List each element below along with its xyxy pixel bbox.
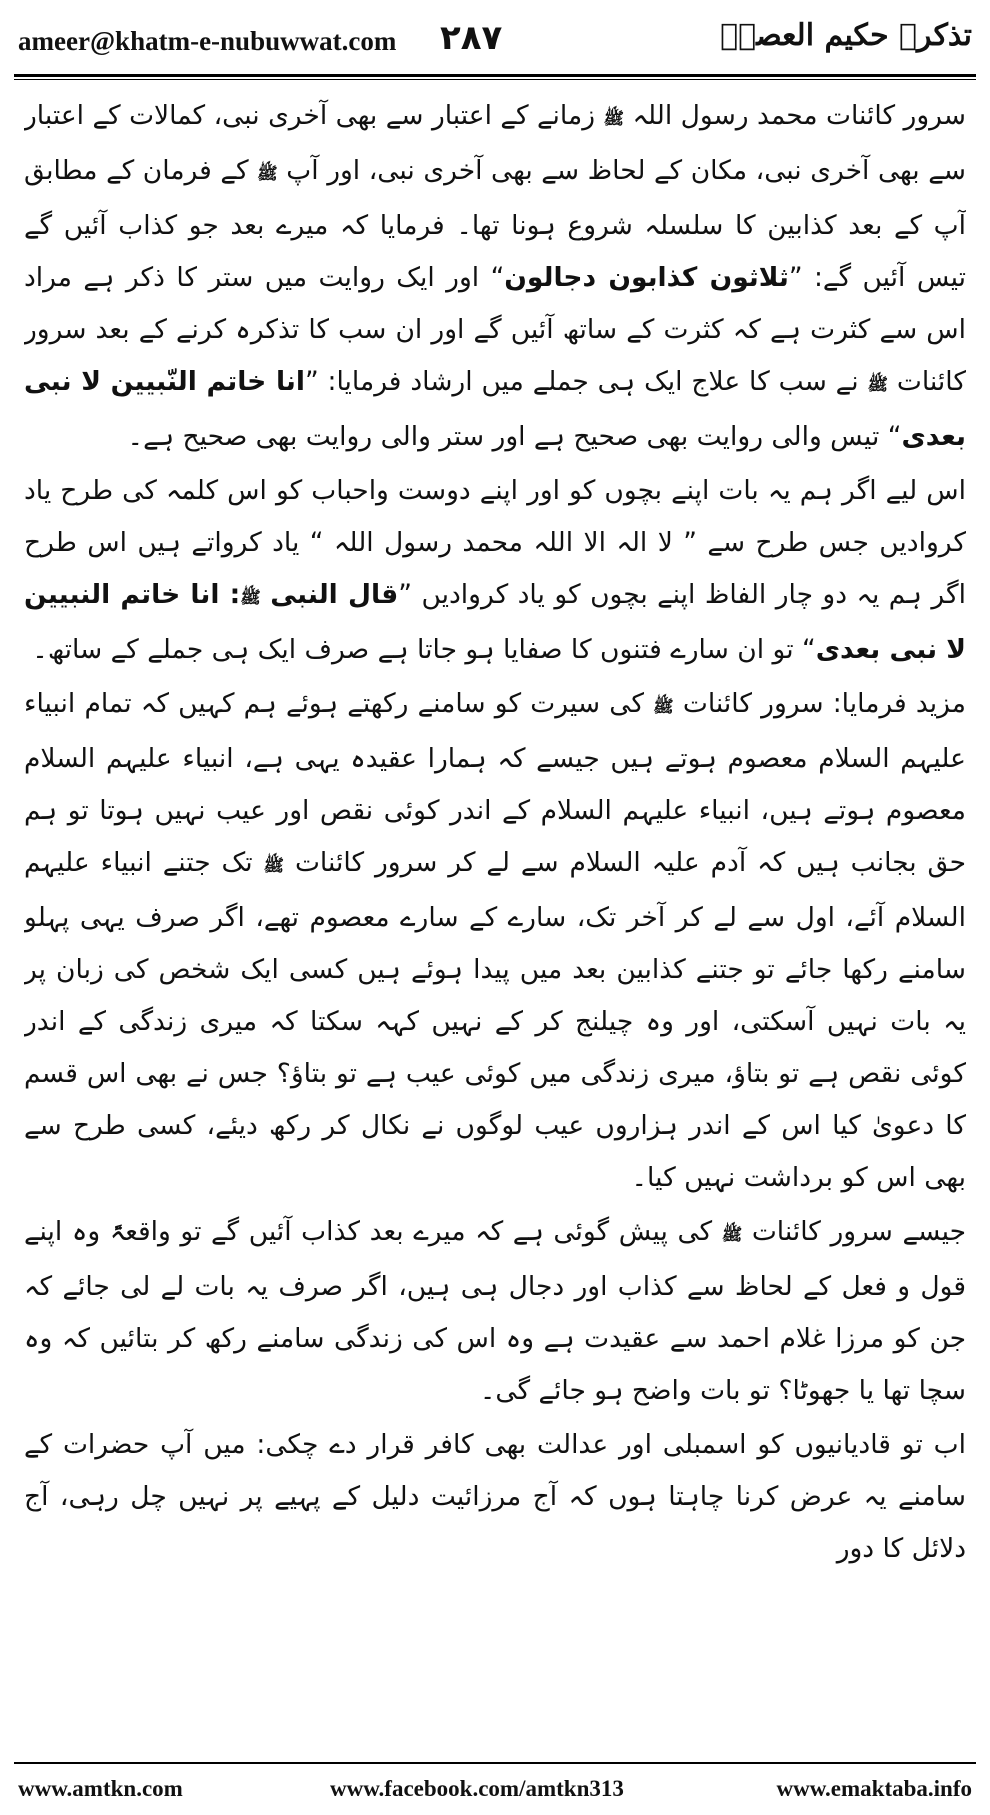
text-run: جیسے سرور کائنات bbox=[751, 1216, 966, 1247]
salutation-glyph: ﷺ bbox=[240, 588, 261, 608]
salutation-glyph: ﷺ bbox=[721, 1225, 743, 1245]
salutation-glyph: ﷺ bbox=[603, 109, 624, 129]
text-run: نے سب کا علاج ایک ہی جملے میں ارشاد فرمایا: ” bbox=[304, 366, 859, 397]
text-run: “ تو ان سارے فتنوں کا صفایا ہو جاتا ہے صرف ایک ہی جملے کے ساتھ۔ bbox=[32, 634, 816, 665]
footer-link-amtkn[interactable]: www.amtkn.com bbox=[18, 1776, 183, 1801]
page-number: ۲۸۷ bbox=[440, 18, 503, 58]
text-run: کی سیرت کو سامنے رکھتے ہوئے ہم کہیں کہ تمام انبیاء علیہم السلام معصوم ہوتے ہیں جیسے کہ ہمارا عقیدہ یہی ہے، انبیاء علیہم السلام معصوم ہوتے ہیں، انبیاء علیہم السلام کے اندر کوئی نقص اور عیب نہیں ہوتا تو ہم حق بجانب ہیں کہ آدم علیہ السلام سے لے کر سرور کائنات bbox=[24, 688, 966, 878]
book-title: تذکرہ حکیم العصرؒ bbox=[720, 18, 972, 53]
arabic-quote: : انا خاتم النبیین لا نبی بعدی bbox=[24, 579, 966, 665]
arabic-quote: انا خاتم النّبیین لا نبی بعدی bbox=[24, 366, 966, 452]
text-run: سرور کائنات محمد رسول اللہ bbox=[632, 100, 966, 131]
footer-link-emaktaba[interactable]: www.emaktaba.info bbox=[776, 1776, 972, 1801]
arabic-quote: ثلاثون کذابون دجالون bbox=[504, 262, 789, 293]
paragraph-5 bbox=[24, 1419, 966, 1575]
paragraph-3 bbox=[24, 678, 966, 1204]
text-run: تک جتنے انبیاء علیہم السلام آئے، اول سے لے کر آخر تک، سارے کے سارے معصوم تھے، اگر صرف یہی پہلو سامنے رکھا جائے تو جتنے کذابین بعد میں پیدا ہوئے ہیں کسی ایک شخص کی زبان پر یہ بات نہیں آسکتی، اور وہ چیلنج کر کے نہیں کہہ سکتا کہ میری زندگی کے اندر کوئی نقص ہے تو بتاؤ، میری زندگی میں کوئی عیب ہے تو بتاؤ؟ جس نے بھی اس قسم کا دعویٰ کیا اس کے اندر ہزاروں عیب لوگوں نے نکال کر رکھ دیئے، کسی طرح سے بھی اس کو برداشت نہیں کیا۔ bbox=[24, 847, 966, 1193]
text-run: مزید فرمایا: سرور کائنات bbox=[682, 688, 966, 719]
salutation-glyph: ﷺ bbox=[653, 697, 674, 717]
salutation-glyph: ﷺ bbox=[257, 164, 278, 184]
text-run: اب تو قادیانیوں کو اسمبلی اور عدالت بھی کافر قرار دے چکی: میں آپ حضرات کے سامنے یہ عرض کرنا چاہتا ہوں کہ آج مرزائیت دلیل کے پہیے پر نہیں چل رہی، آج دلائل کا دور bbox=[24, 1429, 966, 1564]
text-run: “ اور ایک روایت میں ستر کا ذکر ہے مراد اس سے کثرت ہے کہ کثرت کے ساتھ آئیں گے اور ان سب کا تذکرہ کرنے کے بعد سرور کائنات bbox=[24, 262, 966, 397]
footer-link-facebook[interactable]: www.facebook.com/amtkn313 bbox=[330, 1776, 624, 1801]
page-body bbox=[24, 90, 966, 1745]
header-rule bbox=[14, 74, 976, 77]
salutation-glyph: ﷺ bbox=[867, 375, 888, 395]
page-header bbox=[0, 0, 990, 78]
paragraph-2 bbox=[24, 465, 966, 676]
text-run: کی پیش گوئی ہے کہ میرے بعد کذاب آئیں گے تو واقعۃً وہ اپنے قول و فعل کے لحاظ سے کذاب اور دجال ہی ہیں، اگر صرف یہ بات لے لی جائے کہ جن کو مرزا غلام احمد سے عقیدت ہے وہ اس کی زندگی سامنے رکھ کر بتائیں کہ وہ سچا تھا یا جھوٹا؟ تو بات واضح ہو جائے گی۔ bbox=[24, 1216, 966, 1406]
text-run: “ تیس والی روایت بھی صحیح ہے اور ستر والی روایت بھی صحیح ہے۔ bbox=[127, 421, 902, 452]
footer-rule bbox=[14, 1762, 976, 1764]
arabic-quote: قال النبی bbox=[270, 579, 399, 610]
text-run: اس لیے اگر ہم یہ بات اپنے بچوں کو اور اپنے دوست واحباب کو اس کلمہ کی طرح یاد کروادیں جس طرح سے ” لا الہ الا اللہ محمد رسول اللہ “ یاد کرواتے ہیں اس طرح اگر ہم یہ دو چار الفاظ اپنے بچوں کو یاد کروادیں ” bbox=[24, 475, 966, 610]
paragraph-1 bbox=[24, 90, 966, 463]
paragraph-4 bbox=[24, 1206, 966, 1417]
header-rule-thin bbox=[14, 79, 976, 80]
text-run: کے فرمان کے مطابق آپ کے بعد کذابین کا سلسلہ شروع ہونا تھا۔ فرمایا کہ میرے بعد جو کذاب آئیں گے تیس آئیں گے: ” bbox=[24, 155, 966, 293]
page-footer bbox=[0, 1770, 990, 1810]
header-email: ameer@khatm-e-nubuwwat.com bbox=[18, 26, 397, 56]
text-run: زمانے کے اعتبار سے بھی آخری نبی، کمالات کے اعتبار سے بھی آخری نبی، مکان کے لحاظ سے بھی آخری نبی، اور آپ bbox=[24, 100, 966, 186]
salutation-glyph: ﷺ bbox=[263, 856, 285, 876]
